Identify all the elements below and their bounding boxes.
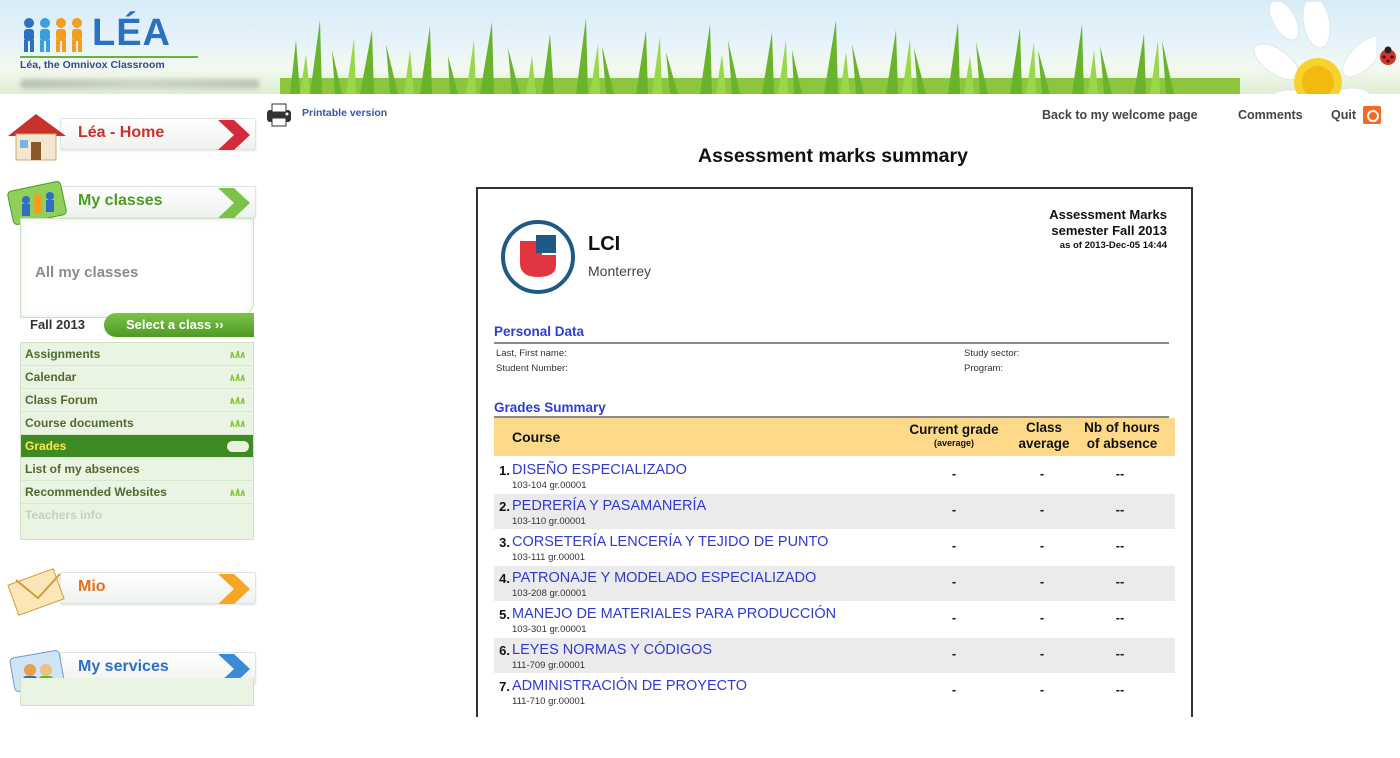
comments-link[interactable]: Comments (1238, 108, 1303, 122)
course-code: 103-104 gr.00001 (512, 480, 587, 491)
absence-value: -- (1115, 682, 1125, 697)
course-number: 5. (499, 607, 510, 622)
nav-classes-label: My classes (78, 192, 163, 209)
page-title: Assessment marks summary (698, 145, 968, 167)
blurred-user-name (20, 79, 260, 89)
course-title-link[interactable]: PEDRERÍA Y PASAMANERÍA (512, 498, 707, 514)
course-row (494, 674, 1175, 709)
course-number: 1. (499, 463, 510, 478)
class-average-value: - (1039, 502, 1045, 517)
absence-value: -- (1115, 538, 1125, 553)
course-title-link[interactable]: LEYES NORMAS Y CÓDIGOS (512, 642, 713, 658)
children-logo-icon (20, 16, 86, 54)
menu-item-grades[interactable] (21, 435, 253, 458)
grass-decoration (280, 0, 1240, 94)
course-number: 7. (499, 679, 510, 694)
absence-value: -- (1115, 466, 1125, 481)
envelope-icon (4, 564, 70, 616)
menu-item-label: List of my absences (25, 462, 140, 476)
class-average-value: - (1039, 466, 1045, 481)
menu-item-calendar[interactable] (21, 366, 253, 389)
col-absence-line2: of absence (1086, 436, 1158, 451)
meta-date: as of 2013-Dec-05 14:44 (1059, 240, 1167, 251)
printer-icon[interactable] (264, 102, 294, 128)
select-class-button[interactable]: Select a class ›› (104, 313, 254, 337)
course-number: 6. (499, 643, 510, 658)
logo-tagline: Léa, the Omnivox Classroom (20, 59, 165, 71)
menu-item-label: Teachers info (25, 508, 103, 522)
sidebar (0, 100, 262, 720)
course-title-link[interactable]: CORSETERÍA LENCERÍA Y TEJIDO DE PUNTO (512, 534, 829, 550)
study-sector-label: Study sector: (964, 348, 1020, 359)
absence-value: -- (1115, 574, 1125, 589)
sprout-icon (229, 396, 247, 404)
course-code: 103-301 gr.00001 (512, 624, 587, 635)
col-absence-line1: Nb of hours (1084, 420, 1160, 435)
lci-logo-icon (500, 219, 576, 295)
current-grade-value: - (951, 538, 957, 553)
back-to-welcome-link[interactable]: Back to my welcome page (1042, 108, 1198, 122)
col-absence (1076, 420, 1168, 452)
sprout-icon (229, 373, 247, 381)
course-row (494, 638, 1175, 673)
col-current-grade-sub: (average) (933, 438, 975, 448)
course-code: 111-709 gr.00001 (512, 660, 586, 671)
student-number-label: Student Number: (496, 363, 568, 374)
sprout-badge-icon (227, 441, 249, 452)
current-grade-value: - (951, 682, 957, 697)
col-class-average-line2: average (1018, 436, 1070, 451)
meta-semester: semester Fall 2013 (1051, 223, 1167, 238)
menu-item-recommended-websites[interactable] (21, 481, 253, 504)
power-icon[interactable] (1363, 106, 1381, 124)
nav-mio-label: Mio (78, 578, 106, 595)
class-menu (20, 342, 254, 540)
chevron-right-icon (216, 574, 250, 604)
course-row (494, 530, 1175, 565)
class-average-value: - (1039, 682, 1045, 697)
sprout-icon (229, 419, 247, 427)
daisy-decoration (1226, 2, 1376, 94)
nav-services-label: My services (78, 658, 169, 675)
current-grade-value: - (951, 646, 957, 661)
meta-title: Assessment Marks (1049, 207, 1167, 222)
menu-item-assignments[interactable] (21, 343, 253, 366)
class-average-value: - (1039, 538, 1045, 553)
section-divider (494, 342, 1169, 344)
current-grade-value: - (951, 502, 957, 517)
col-class-average (1012, 420, 1076, 452)
grades-table-header (494, 418, 1175, 456)
header-banner (0, 0, 1400, 94)
chevron-right-icon (216, 188, 250, 218)
class-average-value: - (1039, 646, 1045, 661)
menu-item-course-documents[interactable] (21, 412, 253, 435)
logo-wordmark: LÉA (92, 12, 171, 54)
nav-my-classes[interactable] (4, 178, 256, 222)
all-my-classes-link[interactable] (20, 218, 254, 318)
sprout-icon (229, 350, 247, 358)
chevron-right-icon (216, 120, 250, 150)
course-code: 103-111 gr.00001 (512, 552, 586, 563)
course-number: 3. (499, 535, 510, 550)
menu-item-label: Calendar (25, 370, 77, 384)
course-row (494, 494, 1175, 529)
ladybug-icon (1378, 46, 1398, 66)
institution-name: LCI (588, 233, 621, 255)
course-title-link[interactable]: PATRONAJE Y MODELADO ESPECIALIZADO (512, 570, 817, 586)
course-row (494, 458, 1175, 493)
menu-item-label: Recommended Websites (25, 485, 167, 499)
col-course: Course (512, 429, 561, 445)
course-code: 103-208 gr.00001 (512, 588, 587, 599)
course-title-link[interactable]: MANEJO DE MATERIALES PARA PRODUCCIÓN (512, 606, 837, 622)
logo-underline (20, 56, 198, 58)
menu-item-teachers-info (21, 504, 253, 527)
course-number: 2. (499, 499, 510, 514)
marks-document (476, 187, 1193, 717)
absence-value: -- (1115, 502, 1125, 517)
absence-value: -- (1115, 646, 1125, 661)
nav-home-label: Léa - Home (78, 124, 165, 141)
nav-mio[interactable] (4, 564, 256, 608)
course-code: 103-110 gr.00001 (512, 516, 586, 527)
nav-home[interactable] (4, 110, 256, 154)
current-grade-value: - (951, 610, 957, 625)
course-row (494, 566, 1175, 601)
menu-item-absences[interactable] (21, 458, 253, 481)
quit-link[interactable]: Quit (1331, 108, 1356, 122)
course-title-link[interactable]: ADMINISTRACIÓN DE PROYECTO (512, 678, 747, 694)
document-meta (1049, 207, 1167, 252)
course-number: 4. (499, 571, 510, 586)
menu-item-label: Grades (25, 439, 67, 453)
menu-item-class-forum[interactable] (21, 389, 253, 412)
course-code: 111-710 gr.00001 (512, 696, 586, 707)
absence-value: -- (1115, 610, 1125, 625)
menu-item-label: Course documents (25, 416, 134, 430)
all-my-classes-label: All my classes (35, 264, 139, 281)
institution-city: Monterrey (588, 263, 652, 279)
col-current-grade-label: Current grade (909, 422, 999, 437)
class-average-value: - (1039, 574, 1045, 589)
name-field-label: Last, First name: (496, 348, 567, 359)
term-label: Fall 2013 (30, 317, 85, 332)
course-title-link[interactable]: DISEÑO ESPECIALIZADO (512, 462, 687, 478)
class-average-value: - (1039, 610, 1045, 625)
services-panel (20, 678, 254, 706)
grades-summary-title: Grades Summary (494, 400, 606, 415)
menu-item-label: Class Forum (25, 393, 98, 407)
personal-data-title: Personal Data (494, 324, 585, 339)
current-grade-value: - (951, 574, 957, 589)
printable-version-link[interactable]: Printable version (302, 107, 388, 119)
menu-item-label: Assignments (25, 347, 101, 361)
col-current-grade (899, 422, 1009, 448)
sprout-icon (229, 488, 247, 496)
course-row (494, 602, 1175, 637)
current-grade-value: - (951, 466, 957, 481)
col-class-average-line1: Class (1025, 420, 1063, 435)
term-selector-row (20, 313, 254, 339)
house-icon (4, 110, 70, 162)
program-label: Program: (964, 363, 1004, 374)
